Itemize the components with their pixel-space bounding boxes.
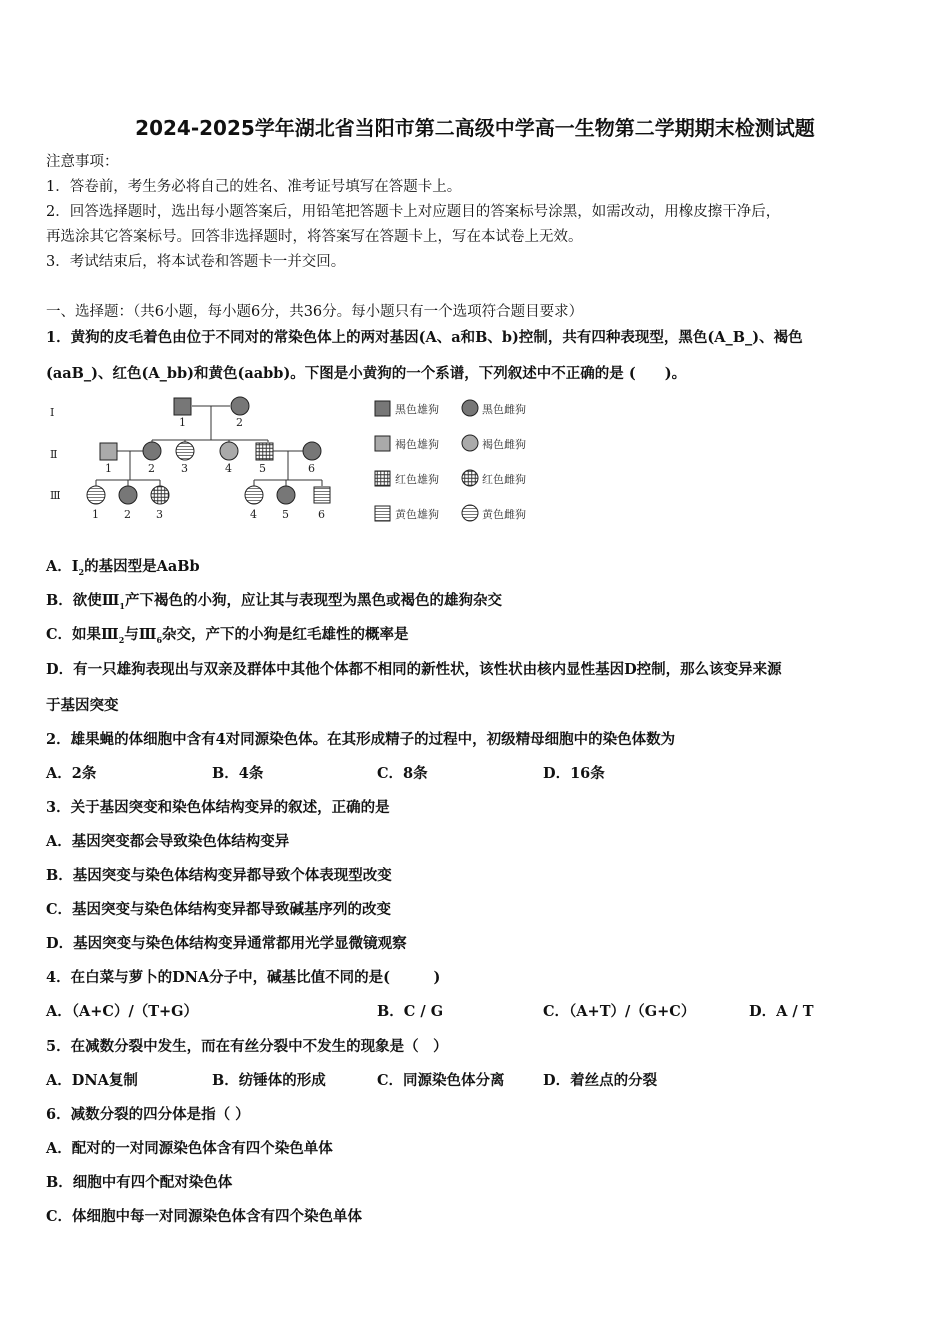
q1-option-c: C．如果$Ⅲ_2$与$Ⅲ_6$杂交，产下的小狗是红毛雄性的概率是 [46,626,409,645]
pedigree-num: 6 [308,462,315,475]
notice-heading: 注意事项： [46,154,119,170]
notice-item: 2．回答选择题时，选出每小题答案后，用铅笔把答题卡上对应题目的答案标号涂黑，如需改动，用橡皮擦干净后， [46,204,781,220]
pedigree-num: 2 [148,462,155,475]
pedigree-num: 5 [259,462,266,475]
pedigree-num: 2 [124,508,131,521]
legend-label: 褐色雄狗 [395,438,439,451]
pedigree-num: 6 [318,508,325,521]
q4-option-c: C．（A+T）/（G+C） [543,1003,696,1020]
pedigree-III3-red-female [151,486,169,504]
q4-stem: 4．在白菜与萝卜的DNA分子中，碱基比值不同的是( ) [46,969,441,986]
q5-stem: 5．在减数分裂中发生，而在有丝分裂中不发生的现象是（ ） [46,1038,448,1055]
legend-black-male-icon [375,401,390,416]
legend-label: 黄色雄狗 [395,508,439,521]
q4-option-a: A．（A+C）/（T+G） [46,1003,199,1020]
page-title: 2024-2025学年湖北省当阳市第二高级中学高一生物第二学期期末检测试题 [135,116,815,140]
q1-option-d: D．有一只雄狗表现出与双亲及群体中其他个体都不相同的新性状，该性状由核内显性基因D控制，那么该变异来源 [46,661,782,678]
q4-option-b: B．C / G [377,1003,444,1020]
q3-stem: 3．关于基因突变和染色体结构变异的叙述，正确的是 [46,799,390,816]
pedigree-num: 5 [282,508,289,521]
legend-label: 红色雄狗 [395,473,439,486]
legend-red-male-icon [375,471,390,486]
notice-item: 3．考试结束后，将本试卷和答题卡一并交回。 [46,254,346,270]
pedigree-num: 1 [179,416,186,429]
legend-black-female-icon [462,400,478,416]
q5-option-d: D．着丝点的分裂 [543,1072,658,1089]
q5-option-c: C．同源染色体分离 [377,1072,505,1089]
q1-option-b: B．欲使$Ⅲ_1$产下褐色的小狗，应让其与表现型为黑色或褐色的雄狗杂交 [46,592,502,611]
pedigree-III1-yellow-female [87,486,105,504]
q1-option-d-cont: 于基因突变 [46,697,119,714]
notice-item: 再选涂其它答案标号。回答非选择题时，将答案写在答题卡上，写在本试卷上无效。 [46,229,583,245]
q5-option-a: A．DNA复制 [46,1072,138,1089]
legend-brown-male-icon [375,436,390,451]
legend-yellow-male-icon [375,506,390,521]
q6-option-a: A．配对的一对同源染色体含有四个染色单体 [46,1140,333,1157]
pedigree-II1-brown-male [100,443,117,460]
legend-label: 褐色雌狗 [482,438,526,451]
q6-option-c: C．体细胞中每一对同源染色体含有四个染色单体 [46,1208,363,1225]
pedigree-III4-yellow-female [245,486,263,504]
legend-label: 黑色雌狗 [482,403,526,416]
q6-stem: 6．减数分裂的四分体是指（ ） [46,1106,250,1123]
pedigree-II3-yellow-female [176,442,194,460]
pedigree-I2-black-female [231,397,249,415]
legend-yellow-female-icon [462,505,478,521]
legend-label: 黑色雄狗 [395,403,439,416]
q5-option-b: B．纺锤体的形成 [212,1072,326,1089]
legend-red-female-icon [462,470,478,486]
q3-option-d: D．基因突变与染色体结构变异通常都用光学显微镜观察 [46,935,407,952]
q1-stem: 1．黄狗的皮毛着色由位于不同对的常染色体上的两对基因(A、a和B、b)控制，共有四种表现型，黑色(A_B_)、褐色 [46,329,803,346]
notice-item: 1．答卷前，考生务必将自己的姓名、准考证号填写在答题卡上。 [46,179,462,195]
pedigree-num: 1 [92,508,99,521]
pedigree-num: 4 [250,508,257,521]
pedigree-num: 4 [225,462,232,475]
legend-brown-female-icon [462,435,478,451]
pedigree-legend [372,396,552,528]
gen-label: Ⅲ [50,489,61,502]
pedigree-III6-yellow-male [314,487,330,503]
q4-option-d: D．A / T [749,1003,814,1020]
q2-option-b: B．4条 [212,765,264,782]
pedigree-III2-black-female [119,486,137,504]
gen-label: Ⅰ [50,406,55,419]
pedigree-I1-black-male [174,398,191,415]
q3-option-c: C．基因突变与染色体结构变异都导致碱基序列的改变 [46,901,392,918]
pedigree-II4-brown-female [220,442,238,460]
gen-label: Ⅱ [50,448,58,461]
pedigree-III5-black-female [277,486,295,504]
legend-label: 红色雌狗 [482,473,526,486]
q3-option-a: A．基因突变都会导致染色体结构变异 [46,833,290,850]
q6-option-b: B．细胞中有四个配对染色体 [46,1174,233,1191]
q1-stem-cont: (aaB_)、红色(A_bb)和黄色(aabb)。下图是小黄狗的一个系谱，下列叙述中不正确的是 ( )。 [46,365,687,382]
pedigree-chart [44,394,344,530]
pedigree-num: 2 [236,416,243,429]
section-heading: 一、选择题：（共6小题，每小题6分，共36分。每小题只有一个选项符合题目要求） [46,304,584,320]
q1-option-a: A．$Ⅰ_2$的基因型是AaBb [46,558,200,577]
pedigree-num: 1 [105,462,112,475]
pedigree-num: 3 [181,462,188,475]
pedigree-num: 3 [156,508,163,521]
q2-option-d: D．16条 [543,765,605,782]
pedigree-II6-black-female [303,442,321,460]
q3-option-b: B．基因突变与染色体结构变异都导致个体表现型改变 [46,867,392,884]
q2-option-c: C．8条 [377,765,428,782]
q2-stem: 2．雄果蝇的体细胞中含有4对同源染色体。在其形成精子的过程中，初级精母细胞中的染色体数为 [46,731,676,748]
legend-label: 黄色雌狗 [482,508,526,521]
q2-option-a: A．2条 [46,765,97,782]
pedigree-II5-red-male [256,443,273,460]
pedigree-II2-black-female [143,442,161,460]
